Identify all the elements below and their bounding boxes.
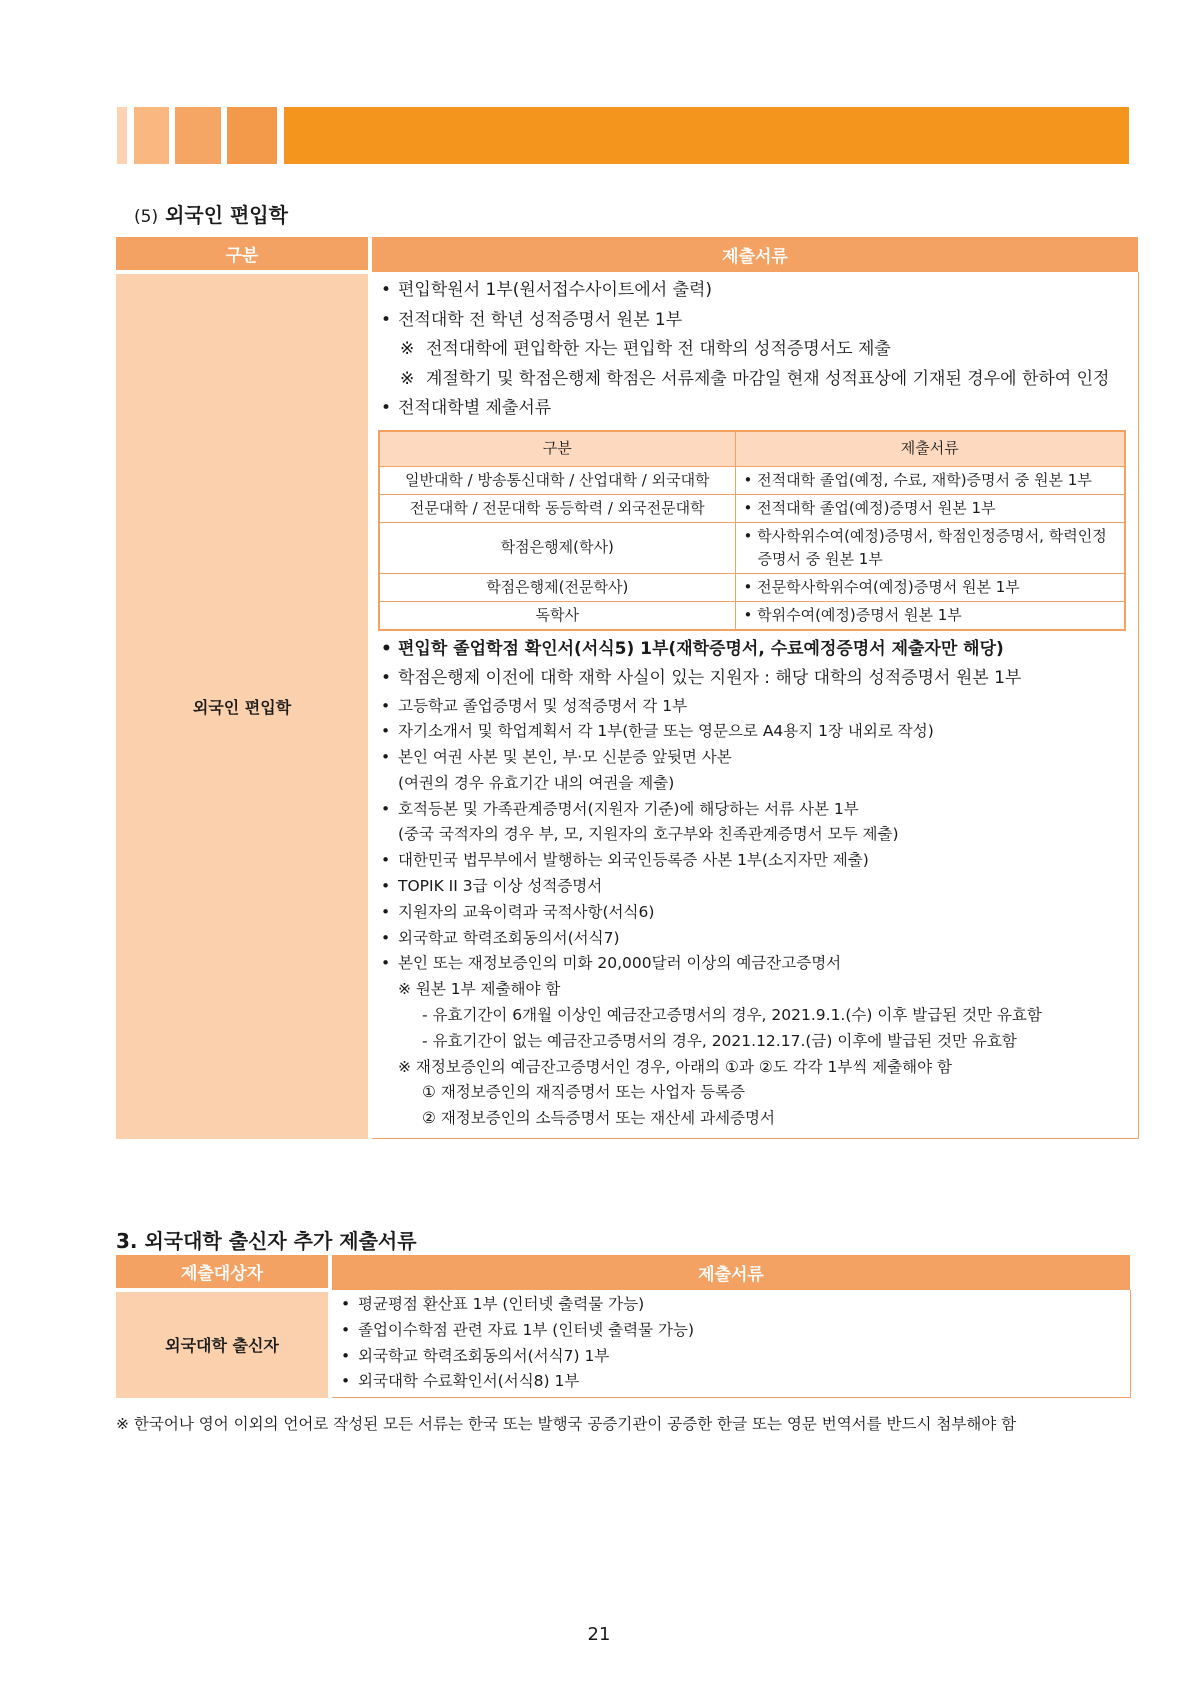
- section-3-title: 3. 외국대학 출신자 추가 제출서류: [116, 1229, 417, 1253]
- header-banner: [117, 107, 1129, 164]
- list-item: • 편입학원서 1부(원서접수사이트에서 출력): [378, 276, 1134, 306]
- note-text: 계절학기 및 학점은행제 학점은 서류제출 마감일 현재 성적표상에 기재된 경우에 한하여 인정: [426, 368, 1110, 389]
- deposit-note-sub: - 유효기간이 6개월 이상인 예금잔고증명서의 경우, 2021.9.1.(수) 이후 발급된 것만 유효함: [422, 1006, 1042, 1025]
- section-5-title: [134, 199, 288, 228]
- table-row: [379, 494, 1125, 522]
- list-item: • 호적등본 및 가족관계증명서(지원자 기준)에 해당하는 서류 사본 1부: [378, 797, 1134, 823]
- note-text: 전적대학에 편입학한 자는 편입학 전 대학의 성적증명서도 제출: [426, 339, 891, 359]
- inner-header-documents: 제출서류: [735, 431, 1125, 467]
- documents-list: [338, 1292, 1126, 1395]
- list-item: • 지원자의 교육이력과 국적사항(서식6): [378, 900, 1134, 926]
- table-row: [379, 573, 1125, 601]
- list-item: • 졸업이수학점 관련 자료 1부 (인터넷 출력물 가능): [338, 1318, 1126, 1344]
- school-docs-table: [378, 430, 1126, 631]
- list-item: • 고등학교 졸업증명서 및 성적증명서 각 1부: [378, 694, 1134, 720]
- row-type: 학점은행제(전문학사): [379, 573, 735, 601]
- list-item-bold: • 편입학 졸업학점 확인서(서식5) 1부(재학증명서, 수료예정증명서 제출자만 해당): [378, 635, 1134, 665]
- list-item: • 전적대학별 제출서류: [378, 394, 1134, 424]
- documents-cell: [330, 1290, 1130, 1398]
- list-item: • 대한민국 법무부에서 발행하는 외국인등록증 사본 1부(소지자만 제출): [378, 848, 1134, 874]
- list-item: • 본인 여권 사본 및 본인, 부·모 신분증 앞뒷면 사본: [378, 745, 1134, 771]
- deposit-note-sub: ② 재정보증인의 소득증명서 또는 재산세 과세증명서: [422, 1109, 775, 1128]
- row-doc: • 전적대학 졸업(예정, 수료, 재학)증명서 중 원본 1부: [735, 466, 1125, 494]
- category-cell: 외국대학 출신자: [116, 1290, 330, 1398]
- deposit-note: ※ 재정보증인의 예금잔고증명서인 경우, 아래의 ①과 ②도 각각 1부씩 제출해야 함: [398, 1057, 953, 1076]
- deposit-note-sub: ① 재정보증인의 재직증명서 또는 사업자 등록증: [422, 1083, 746, 1102]
- list-item: • 자기소개서 및 학업계획서 각 1부(한글 또는 영문으로 A4용지 1장 내외로 작성): [378, 719, 1134, 745]
- row-type: 학점은행제(학사): [379, 522, 735, 573]
- banner-stripe-1: [117, 107, 127, 164]
- list-item: • 전적대학 전 학년 성적증명서 원본 1부: [378, 306, 1134, 336]
- banner-stripe-3: [175, 107, 221, 164]
- row-doc: • 학위수여(예정)증명서 원본 1부: [735, 601, 1125, 630]
- banner-bar: [284, 107, 1129, 164]
- list-item: • 본인 또는 재정보증인의 미화 20,000달러 이상의 예금잔고증명서: [378, 951, 1134, 977]
- foreign-university-table: [116, 1255, 1131, 1398]
- inner-header-category: 구분: [379, 431, 735, 467]
- documents-list-mid: [378, 635, 1134, 694]
- note-item: [378, 335, 1134, 365]
- list-item: • 학점은행제 이전에 대학 재학 사실이 있는 지원자 : 해당 대학의 성적증명서 원본 1부: [378, 664, 1134, 694]
- row-type: 전문대학 / 전문대학 동등학력 / 외국전문대학: [379, 494, 735, 522]
- note-mark: ※: [400, 339, 415, 359]
- documents-list-top: [378, 276, 1134, 335]
- list-item-sub: (중국 국적자의 경우 부, 모, 지원자의 호구부와 친족관계증명서 모두 제출): [398, 825, 899, 844]
- list-item: • 외국학교 학력조회동의서(서식7) 1부: [338, 1344, 1126, 1370]
- list-item: • TOPIK II 3급 이상 성적증명서: [378, 874, 1134, 900]
- header-documents: 제출서류: [330, 1255, 1130, 1290]
- list-item-sub: (여권의 경우 유효기간 내의 여권을 제출): [398, 773, 675, 792]
- category-cell: 외국인 편입학: [116, 272, 370, 1139]
- deposit-note: ※ 원본 1부 제출해야 함: [398, 980, 561, 999]
- section-5-title-text: 외국인 편입학: [165, 203, 288, 227]
- foreign-transfer-table: [116, 237, 1139, 1139]
- header-target: 제출대상자: [116, 1255, 330, 1290]
- note-mark: ※: [400, 368, 415, 389]
- banner-stripe-4: [227, 107, 277, 164]
- row-doc: • 전문학사학위수여(예정)증명서 원본 1부: [735, 573, 1125, 601]
- documents-cell: [370, 272, 1138, 1139]
- header-category: 구분: [116, 237, 370, 272]
- footnote: ※ 한국어나 영어 이외의 언어로 작성된 모든 서류는 한국 또는 발행국 공증기관이 공증한 한글 또는 영문 번역서를 반드시 첨부해야 함: [116, 1415, 1017, 1433]
- documents-list-small: [378, 694, 1134, 978]
- row-doc: • 학사학위수여(예정)증명서, 학점인정증명서, 학력인정증명서 중 원본 1부: [735, 522, 1125, 573]
- documents-list-school: [378, 394, 1134, 424]
- table-row: [379, 522, 1125, 573]
- list-item: • 평균평점 환산표 1부 (인터넷 출력물 가능): [338, 1292, 1126, 1318]
- page-number: 21: [587, 1624, 611, 1645]
- row-doc: • 전적대학 졸업(예정)증명서 원본 1부: [735, 494, 1125, 522]
- list-item: • 외국학교 학력조회동의서(서식7): [378, 926, 1134, 952]
- banner-stripe-2: [134, 107, 169, 164]
- row-type: 독학사: [379, 601, 735, 630]
- table-row: [379, 466, 1125, 494]
- header-documents: 제출서류: [370, 237, 1138, 272]
- row-type: 일반대학 / 방송통신대학 / 산업대학 / 외국대학: [379, 466, 735, 494]
- section-5-number: (5): [134, 207, 159, 227]
- deposit-note-sub: - 유효기간이 없는 예금잔고증명서의 경우, 2021.12.17.(금) 이후에 발급된 것만 유효함: [422, 1031, 1017, 1050]
- list-item: • 외국대학 수료확인서(서식8) 1부: [338, 1369, 1126, 1395]
- note-item: [378, 365, 1134, 395]
- table-row: [379, 601, 1125, 630]
